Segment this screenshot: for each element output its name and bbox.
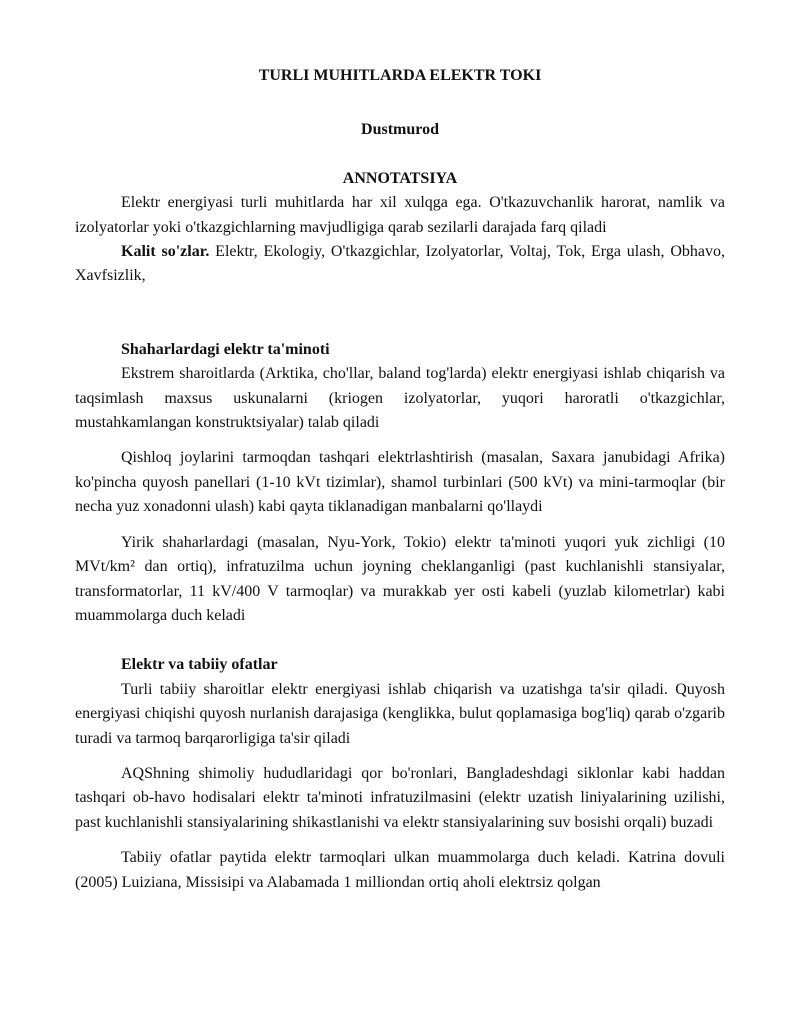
paragraph: AQShning shimoliy hududlaridagi qor bo'ronlari, Bangladeshdagi siklonlar kabi haddan tashqari ob-havo hodisalari elektr ta'minoti infratuzilmasini (elektr uzatish liniyalarining uzilishi, past kuchlanishli stansiyalarining shikastlanishi va elektr stansiyalarining suv bosishi orqali) buzadi [75,764,725,831]
author-name: Dustmurod [361,121,439,139]
keywords-text: Elektr, Ekologiy, O'tkazgichlar, Izolyatorlar, Voltaj, Tok, Erga ulash, Obhavo, Xavfsizlik, [75,243,726,285]
annotation-text: Elektr energiyasi turli muhitlarda har xil xulqga ega. O'tkazuvchanlik harorat, namlik va izolyatorlar yoki o'tkazgichlarning mavjudligiga qarab sezilarli darajada farq qiladi [75,194,725,236]
annotation-heading: ANNOTATSIYA [342,169,458,187]
section-heading-natural-disasters: Elektr va tabiiy ofatlar [121,656,278,674]
paragraph: Yirik shaharlardagi (masalan, Nyu-York, Tokio) elektr ta'minoti yuqori yuk zichligi (10 MVt/km² dan ortiq), infratuzilma uchun joyning cheklanganligi (past kuchlanishli stansiyalar, transformatorlar, 11 kV/400 V tarmoqlar) va murakkab yer osti kabeli (yuzlab kilometrlar) kabi muammolarga duch keladi [75,533,725,624]
keywords-paragraph [75,240,725,289]
section-heading-city-power: Shaharlardagi elektr ta'minoti [121,340,330,358]
paragraph: Turli tabiiy sharoitlar elektr energiyasi ishlab chiqarish va uzatishga ta'sir qiladi. Quyosh energiyasi chiqishi quyosh nurlanish darajasiga (kenglikka, bulut qoplamasiga bog'liq) qarab o'zgarib turadi va tarmoq barqarorligiga ta'sir qiladi [75,680,725,747]
document-title: TURLI MUHITLARDA ELEKTR TOKI [258,67,542,84]
document-page [75,64,725,895]
paragraph: Ekstrem sharoitlarda (Arktika, cho'llar, baland tog'larda) elektr energiyasi ishlab chiqarish va taqsimlash maxsus uskunalarni (kriogen izolyatorlar, yuqori haroratli o'tkazgichlar, mustahkamlangan konstruktsiyalar) talab qiladi [75,365,725,432]
keywords-label: Kalit so'zlar. [121,243,210,261]
paragraph: Tabiiy ofatlar paytida elektr tarmoqlari ulkan muammolarga duch keladi. Katrina dovuli (2005) Luiziana, Missisipi va Alabamada 1 milliondan ortiq aholi elektrsiz qolgan [75,849,725,891]
paragraph: Qishloq joylarini tarmoqdan tashqari elektrlashtirish (masalan, Saxara janubidagi Afrika) ko'pincha quyosh panellari (1-10 kVt tizimlar), shamol turbinlari (500 kVt) va mini-tarmoqlar (bir necha yuz xonadonni ulash) kabi qayta tiklanadigan manbalarni qo'llaydi [75,449,725,516]
